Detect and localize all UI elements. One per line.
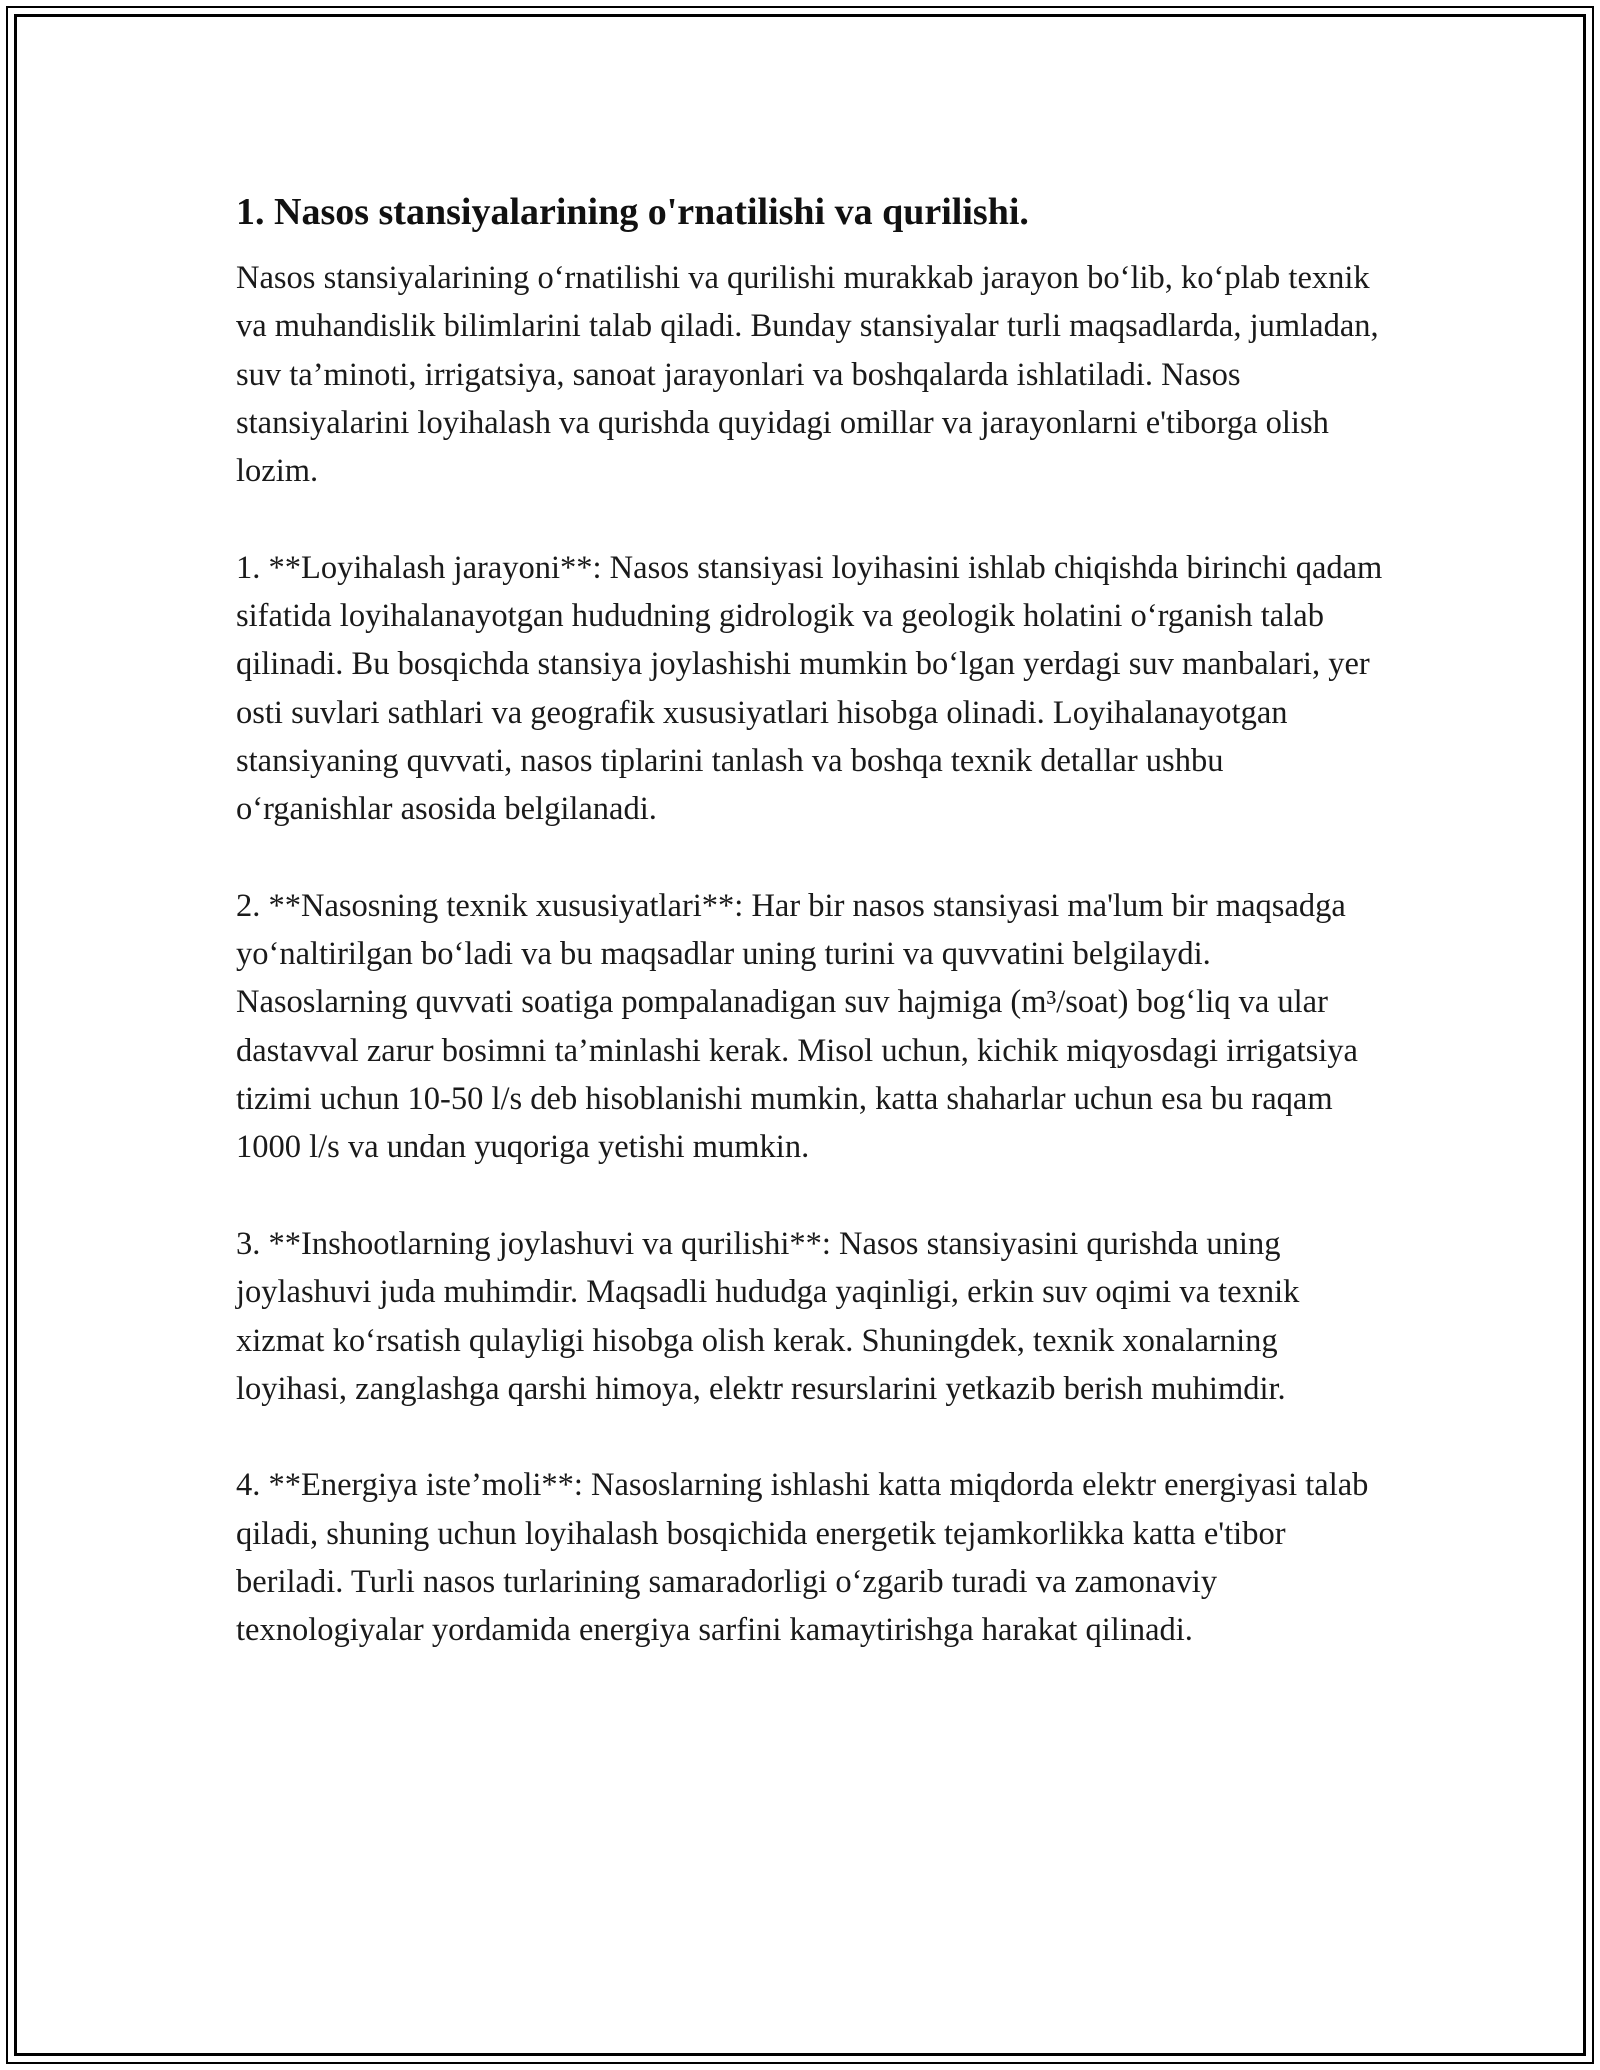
paragraph-nasos-texnik-xususiyatlari: 2. **Nasosning texnik xususiyatlari**: Har bir nasos stansiyasi ma'lum bir maqsadga yo‘naltirilgan bo‘ladi va bu maqsadlar uning turini va quvvatini belgilaydi. Nasoslarning quvvati soatiga pompalanadigan suv hajmiga (m³/soat) bog‘liq va ular dastavval zarur bosimni ta’minlashi kerak. Misol uchun, kichik miqyosdagi irrigatsiya tizimi uchun 10-50 l/s deb hisoblanishi mumkin, katta shaharlar uchun esa bu raqam 1000 l/s va undan yuqoriga yetishi mumkin. [236,887,1358,1166]
paragraph-inshootlar-joylashuvi: 3. **Inshootlarning joylashuvi va qurilishi**: Nasos stansiyasini qurishda uning joylashuvi juda muhimdir. Maqsadli hududga yaqinligi, erkin suv oqimi va texnik xizmat ko‘rsatish qulayligi hisobga olish kerak. Shuningdek, texnik xonalarning loyihasi, zanglashga qarshi himoya, elektr resurslarini yetkazib berish muhimdir. [236,1225,1300,1407]
document-body [236,186,1386,1703]
document-title: 1. Nasos stansiyalarining o'rnatilishi va qurilishi. [236,191,1029,233]
paragraph-loyihalash-jarayoni: 1. **Loyihalash jarayoni**: Nasos stansiyasi loyihasini ishlab chiqishda birinchi qadam sifatida loyihalanayotgan hududning gidrologik va geologik holatini o‘rganish talab qilinadi. Bu bosqichda stansiya joylashishi mumkin bo‘lgan yerdagi suv manbalari, yer osti suvlari sathlari va geografik xususiyatlari hisobga olinadi. Loyihalanayotgan stansiyaning quvvati, nasos tiplarini tanlash va boshqa texnik detallar ushbu o‘rganishlar asosida belgilanadi. [236,549,1383,828]
paragraph-energiya-istemoli: 4. **Energiya iste’moli**: Nasoslarning ishlashi katta miqdorda elektr energiyasi talab qiladi, shuning uchun loyihalash bosqichida energetik tejamkorlikka katta e'tibor beriladi. Turli nasos turlarining samaradorligi o‘zgarib turadi va zamonaviy texnologiyalar yordamida energiya sarfini kamaytirishga harakat qilinadi. [236,1467,1369,1649]
intro-paragraph: Nasos stansiyalarining o‘rnatilishi va qurilishi murakkab jarayon bo‘lib, ko‘plab texnik va muhandislik bilimlarini talab qiladi. Bunday stansiyalar turli maqsadlarda, jumladan, suv ta’minoti, irrigatsiya, sanoat jarayonlari va boshqalarda ishlatiladi. Nasos stansiyalarini loyihalash va qurishda quyidagi omillar va jarayonlarni e'tiborga olish lozim. [236,260,1379,490]
